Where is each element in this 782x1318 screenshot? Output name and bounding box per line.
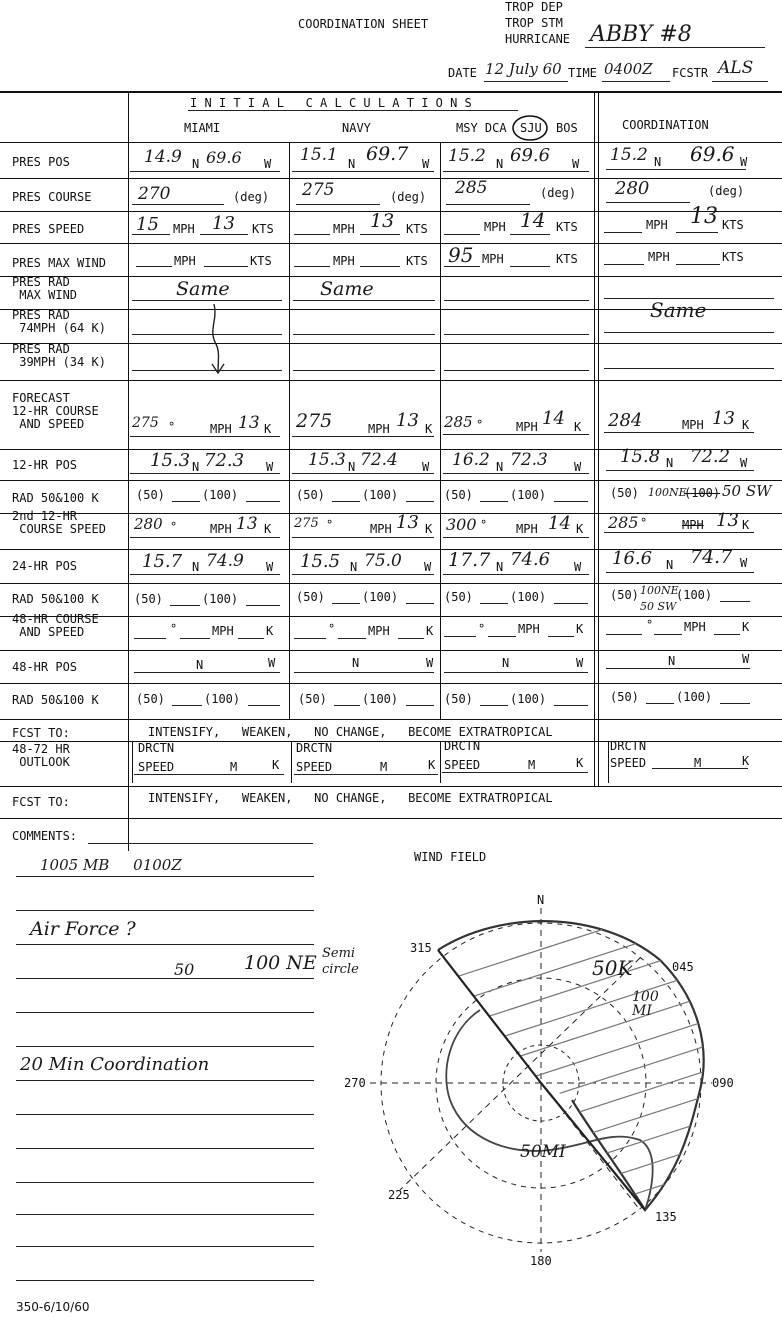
miami-pos12-lat: 15.3 [150,450,191,471]
type-hurricane: HURRICANE [505,32,571,46]
degree-unit: ° [480,518,488,532]
navy-s12-course: 275 [294,516,319,531]
mph-unit: MPH [368,422,390,436]
sju-s12-speed: 14 [548,513,571,534]
miami-speed-mph: 15 [136,214,159,235]
n-unit: N [348,460,356,474]
rad-100-unit: (100) [362,488,399,502]
kts-unit: KTS [406,254,428,268]
deg-unit: (deg) [540,186,577,200]
semicircle-boundary-nw [438,950,541,1083]
mph-unit: MPH [174,254,196,268]
outlook-m: M [230,760,238,774]
sju-f12-course: 285 [444,413,473,431]
rad-100-unit: (100) [510,488,547,502]
k-unit: K [425,422,433,436]
rad-50-unit: (50) [444,692,473,706]
coord-rad-a-struck: (100) [684,486,721,500]
n-unit: N [192,560,200,574]
rad-50-unit: (50) [610,588,639,602]
navy-f12-speed: 13 [396,410,419,431]
k-unit: K [576,622,584,636]
rad-50-unit: (50) [136,692,165,706]
dir-180: 180 [530,1254,552,1268]
outlook-drctn: DRCTN [138,741,175,755]
w-unit: W [574,460,582,474]
type-trop-stm: TROP STM [505,16,563,30]
navy-f12-course: 275 [296,410,333,432]
label-100mi: 100 MI [632,989,659,1019]
n-unit: N [192,460,200,474]
outlook-speed: SPEED [296,760,333,774]
row-pres-pos: PRES POS [12,155,70,169]
initial-calc-heading: I N I T I A L C A L C U L A T I O N S [190,96,472,110]
comment-line-1: 1005 MB 0100Z [40,856,182,874]
degree-unit: ° [170,520,178,534]
col-coordination: COORDINATION [622,118,709,132]
outlook-speed: SPEED [444,758,481,772]
mph-unit: MPH [333,222,355,236]
row-course-48: 48-HR COURSE AND SPEED [12,612,99,639]
comment-line-4: 20 Min Coordination [20,1054,210,1075]
row-pres-speed: PRES SPEED [12,222,85,236]
outlook-k: K [576,756,584,770]
col-navy: NAVY [342,121,371,135]
wind-field-diagram [340,890,740,1270]
navy-s12-speed: 13 [396,512,419,533]
sju-pres-lat: 15.2 [448,146,486,166]
rad-50-unit: (50) [298,692,327,706]
form-number: 350-6/10/60 [16,1300,90,1314]
outlook-speed: SPEED [610,756,647,770]
date-label: DATE [448,66,477,80]
w-unit: W [574,560,582,574]
n-unit: N [668,654,676,668]
n-unit: N [666,558,674,572]
row-second-12: 2nd 12-HR COURSE SPEED [12,509,106,536]
mph-unit: MPH [212,624,234,638]
sju-max-wind-mph: 95 [448,243,474,267]
rad-100-unit: (100) [510,590,547,604]
degree-unit: ° [326,518,334,532]
miami-s12-course: 280 [134,515,163,533]
dir-135: 135 [655,1210,677,1224]
deg-unit: (deg) [390,190,427,204]
sju-s12-course: 300 [446,515,477,534]
w-unit: W [576,656,584,670]
coord-pos24-lon: 74.7 [690,546,733,568]
navy-pos12-lat: 15.3 [308,450,346,470]
coord-rad-a-extra: 50 SW [722,482,772,500]
mph-unit: MPH [173,222,195,236]
mph-unit: MPH [333,254,355,268]
row-pos-48: 48-HR POS [12,660,78,674]
n-unit: N [496,157,504,171]
mph-unit: MPH [518,622,540,636]
w-unit: W [266,560,274,574]
miami-pos12-lon: 72.3 [204,450,245,471]
time-label: TIME [568,66,597,80]
sju-pos12-lat: 16.2 [452,450,490,470]
row-outlook: 48-72 HR OUTLOOK [12,742,70,769]
rad-100-unit: (100) [676,690,713,704]
mph-unit: MPH [646,218,668,232]
w-unit: W [742,652,750,666]
k-unit: K [574,420,582,434]
mph-unit: MPH [484,220,506,234]
n-unit: N [502,656,510,670]
coord-s12-course: 285 [608,513,639,532]
dir-315: 315 [410,941,432,955]
rad-100-unit: (100) [204,692,241,706]
label-50k: 50K [592,956,633,980]
outlook-m: M [380,760,388,774]
k-unit: K [266,624,274,638]
miami-course: 270 [138,184,171,204]
degree-unit: ° [170,622,178,636]
coord-f12-course: 284 [608,410,643,431]
col-miami: MIAMI [184,121,221,135]
outlook-speed: SPEED [138,760,175,774]
n-unit: N [352,656,360,670]
mph-unit: MPH [370,522,392,536]
navy-pres-lon: 69.7 [366,143,409,165]
navy-pres-lat: 15.1 [300,145,338,165]
comments-label: COMMENTS: [12,829,78,843]
kts-unit: KTS [556,220,578,234]
comment-100ne: 100 NE [244,952,317,974]
type-trop-dep: TROP DEP [505,0,563,14]
coord-pos12-lat: 15.8 [620,446,661,467]
mph-unit: MPH [684,620,706,634]
coord-s12-speed: 13 [716,510,739,531]
mph-unit: MPH [210,422,232,436]
sju-circle-mark [510,113,550,143]
k-unit: K [426,624,434,638]
comment-50: 50 [174,960,195,979]
w-unit: W [422,460,430,474]
w-unit: W [740,456,748,470]
w-unit: W [572,157,580,171]
outlook-drctn: DRCTN [296,741,333,755]
navy-speed-kts: 13 [370,210,395,232]
coord-rad-b-note: 100NE [640,584,679,597]
n-unit: N [348,157,356,171]
coord-course: 280 [615,178,650,199]
n-unit: N [496,560,504,574]
w-unit: W [268,656,276,670]
navy-pos24-lon: 75.0 [364,551,402,571]
coord-pos24-lat: 16.6 [612,548,653,569]
degree-unit: ° [168,420,176,434]
navy-pos12-lon: 72.4 [360,450,398,470]
degree-unit: ° [640,516,648,530]
degree-unit: ° [646,618,654,632]
kts-unit: KTS [722,250,744,264]
col-bos: BOS [556,121,578,135]
sju-speed-kts: 14 [520,208,546,232]
kts-unit: KTS [250,254,272,268]
navy-course: 275 [302,180,335,200]
fcst-options: INTENSIFY, WEAKEN, NO CHANGE, BECOME EXTRATROPICAL [148,725,553,739]
kts-unit: KTS [556,252,578,266]
miami-pres-lat: 14.9 [144,147,182,167]
rad-50-unit: (50) [296,590,325,604]
w-unit: W [266,460,274,474]
rad-50-unit: (50) [444,488,473,502]
col-sju: SJU [520,121,542,135]
fcstr-value: ALS [718,58,754,78]
outlook-k: K [272,758,280,772]
storm-name: ABBY #8 [590,22,692,47]
coord-pos12-lon: 72.2 [690,446,731,467]
sju-pos12-lon: 72.3 [510,450,548,470]
outlook-drctn: DRCTN [444,739,481,753]
rad-100-unit: (100) [510,692,547,706]
dir-270: 270 [344,1076,366,1090]
mph-unit: MPH [648,250,670,264]
mph-unit: MPH [368,624,390,638]
w-unit: W [426,656,434,670]
dir-045: 045 [672,960,694,974]
mph-unit: MPH [210,522,232,536]
k-unit: K [742,518,750,532]
row-rad-c: RAD 50&100 K [12,693,99,707]
row-pos-12: 12-HR POS [12,458,78,472]
w-unit: W [422,157,430,171]
rad-100-unit: (100) [362,692,399,706]
rad-50-unit: (50) [136,488,165,502]
n-unit: N [350,560,358,574]
degree-unit: ° [476,418,484,432]
kts-unit: KTS [252,222,274,236]
wind-field-title: WIND FIELD [414,850,487,864]
coord-rad-74: Same [650,298,707,322]
k-unit: K [425,522,433,536]
hatch-lines [400,890,740,1270]
mph-unit: MPH [516,420,538,434]
outlook-m: M [528,758,536,772]
rad-100-unit: (100) [202,488,239,502]
row-pres-rad-max-wind: PRES RAD MAX WIND [12,275,78,302]
ditto-arrow-mark [200,300,240,378]
coord-rad-b-note2: 50 SW [640,600,677,613]
k-unit: K [576,522,584,536]
k-unit: K [264,522,272,536]
kts-unit: KTS [722,218,744,232]
rad-100-unit: (100) [676,588,713,602]
miami-f12-course: 275 [132,415,159,431]
n-unit: N [496,460,504,474]
dir-n: N [537,893,545,907]
rad-50-unit: (50) [134,592,163,606]
outlook-k: K [742,754,750,768]
row-fcst-to: FCST TO: [12,726,70,740]
deg-unit: (deg) [233,190,270,204]
row-pres-rad-39: PRES RAD 39MPH (34 K) [12,342,106,369]
comment-semicircle: Semi circle [322,946,359,977]
n-unit: N [192,157,200,171]
mph-unit: MPH [682,418,704,432]
degree-unit: ° [328,622,336,636]
mph-unit: MPH [482,252,504,266]
fcstr-label: FCSTR [672,66,709,80]
k-unit: K [742,620,750,634]
rad-50-unit: (50) [610,486,639,500]
miami-pos24-lon: 74.9 [206,551,244,571]
row-fcst-to-2: FCST TO: [12,795,70,809]
w-unit: W [740,155,748,169]
date-value: 12 July 60 [485,60,562,78]
coord-f12-speed: 13 [712,408,735,429]
col-msy-dca: MSY DCA [456,121,507,135]
sju-pos24-lon: 74.6 [510,549,551,570]
sju-course: 285 [455,178,488,198]
degree-unit: ° [478,622,486,636]
row-pres-course: PRES COURSE [12,190,92,204]
rad-100-unit: (100) [202,592,239,606]
fcst-options-2: INTENSIFY, WEAKEN, NO CHANGE, BECOME EXTRATROPICAL [148,791,553,805]
w-unit: W [424,560,432,574]
rad-50-unit: (50) [296,488,325,502]
outlook-k: K [428,758,436,772]
row-forecast-12: FORECAST 12-HR COURSE AND SPEED [12,391,99,431]
n-unit: N [654,155,662,169]
n-unit: N [666,456,674,470]
miami-s12-speed: 13 [236,514,258,534]
w-unit: W [740,556,748,570]
coord-rad-a-note: 100NE [648,486,687,499]
deg-unit: (deg) [708,184,745,198]
comment-line-2: Air Force ? [30,918,136,940]
row-rad-b: RAD 50&100 K [12,592,99,606]
outlook-m: M [694,756,702,770]
coord-speed-kts: 13 [690,204,718,229]
miami-pres-lon: 69.6 [206,148,242,167]
rad-100-unit: (100) [362,590,399,604]
navy-rad-max-wind: Same [320,278,374,300]
n-unit: N [196,658,204,672]
mph-unit: MPH [682,518,704,532]
mph-unit: MPH [516,522,538,536]
w-unit: W [264,157,272,171]
row-pres-max-wind: PRES MAX WIND [12,256,106,270]
miami-pos24-lat: 15.7 [142,551,183,572]
dir-225: 225 [388,1188,410,1202]
rad-50-unit: (50) [610,690,639,704]
coord-pres-lon: 69.6 [690,142,735,166]
row-rad-a: RAD 50&100 K [12,491,99,505]
rad-50-unit: (50) [444,590,473,604]
miami-rad-max-wind: Same [176,278,230,300]
miami-speed-kts: 13 [212,213,235,234]
k-unit: K [742,418,750,432]
time-value: 0400Z [604,60,653,78]
sheet-title: COORDINATION SHEET [298,17,429,31]
sju-f12-speed: 14 [542,408,565,429]
row-pos-24: 24-HR POS [12,559,78,573]
dir-090: 090 [712,1076,734,1090]
sju-pres-lon: 69.6 [510,145,551,166]
outlook-drctn: DRCTN [610,739,647,753]
miami-f12-speed: 13 [238,413,260,433]
label-50mi: 50MI [520,1142,566,1162]
navy-pos24-lat: 15.5 [300,551,341,572]
sju-pos24-lat: 17.7 [448,549,491,571]
kts-unit: KTS [406,222,428,236]
coord-pres-lat: 15.2 [610,145,648,165]
row-pres-rad-74: PRES RAD 74MPH (64 K) [12,308,106,335]
k-unit: K [264,422,272,436]
